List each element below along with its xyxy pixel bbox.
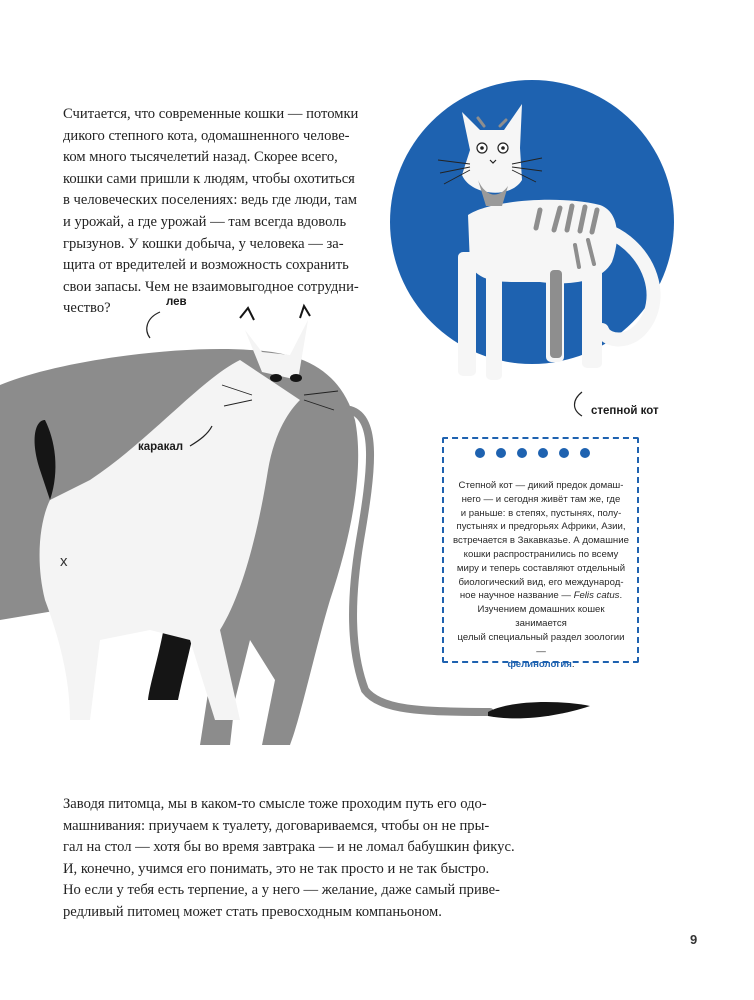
outro-paragraph: Заводя питомца, мы в каком-то смысле тоже проходим путь его одо- машнивания: приучаем к туалету, договариваемся, чтобы он не пры- гал на стол — хотя бы во время завтрака — и не ломал бабушкин фикус. И, конечно, учимся его понимать, это не так просто и не так быстро. Но если у тебя есть терпение, а у него — желание, даже самый приве- редливый питомец может стать превосходным компаньоном. (63, 796, 515, 920)
label-caracal: каракал (138, 441, 184, 453)
steppe-cat-illustration (390, 80, 674, 380)
info-box-dots (475, 448, 590, 458)
intro-paragraph: Считается, что современные кошки — потомки дикого степного кота, одомашненного челове- ком много тысячелетий назад. Скорее всего, кошки сами пришли к людям, чтобы охотиться в человеческих поселениях: ведь где люди, там и урожай, а где урожай — там всегда вдоволь грызунов. У кошки добыча, у человека — за- щита от вредителей и возможность сохранить свои запасы. Чем не взаимовыгодное сотрудни- чество? (63, 106, 359, 317)
info-text-part-1: Степной кот — дикий предок домаш- него — и сегодня живёт там же, где и раньше: в степях, пустынях, полу- пустынях и предгорьях Африки, Азии, встречается в Закавказье. А домашние кошки распространились по всему миру и теперь составляют отдельный биологический вид, его международ- ное научное название — (453, 480, 629, 602)
latin-name: Felis catus (573, 590, 620, 602)
info-box-dot (496, 448, 506, 458)
info-box-dot (580, 448, 590, 458)
felinology-term: фелинология (507, 659, 572, 671)
info-box-dot (559, 448, 569, 458)
page-number: 9 (690, 932, 698, 947)
info-text-part-3: . (571, 659, 575, 671)
info-box-text (452, 479, 630, 672)
label-lion: лев (166, 296, 187, 308)
info-box-dot (517, 448, 527, 458)
steppe-pointer (575, 392, 583, 416)
label-steppe-cat: степной кот (591, 405, 659, 417)
cross-mark: x (60, 553, 68, 570)
info-box-dot (475, 448, 485, 458)
info-box-dot (538, 448, 548, 458)
info-text-part-2: . Изучением домашних кошек занимается целый специальный раздел зоологии — (457, 590, 625, 657)
